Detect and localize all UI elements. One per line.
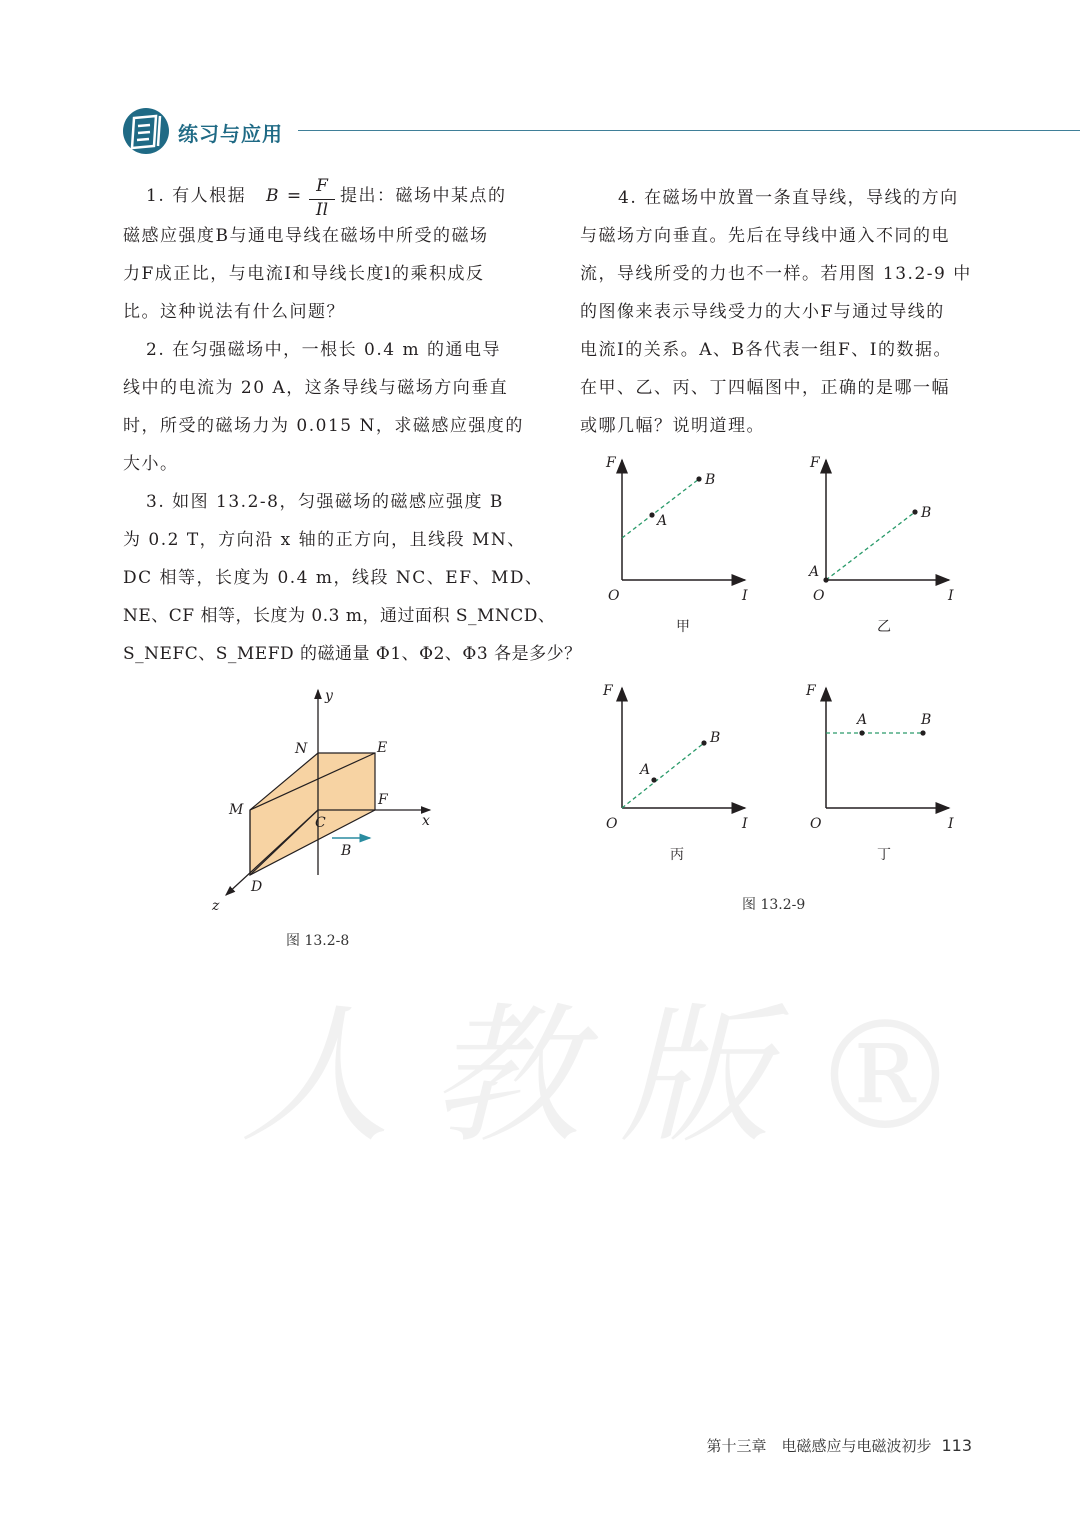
q1-line: 磁感应强度B与通电导线在磁场中所受的磁场 bbox=[123, 226, 489, 246]
q1-formula-denominator: Il bbox=[315, 200, 329, 220]
label-y: y bbox=[325, 688, 333, 704]
axis-label-I: I bbox=[742, 816, 748, 832]
figure-caption: 图 13.2-8 bbox=[286, 933, 350, 949]
graph-name: 乙 bbox=[877, 619, 891, 635]
q4-line: 电流I的关系。A、B各代表一组F、I的数据。 bbox=[580, 340, 952, 360]
label-N: N bbox=[295, 741, 308, 757]
q4-line: 在甲、乙、丙、丁四幅图中，正确的是哪一幅 bbox=[580, 378, 950, 398]
q3-line: DC 相等，长度为 0.4 m，线段 NC、EF、MD、 bbox=[123, 568, 544, 588]
exercise-icon bbox=[122, 106, 172, 156]
graph-bing bbox=[602, 683, 748, 863]
point-label-B: B bbox=[921, 712, 932, 728]
q3-line: NE、CF 相等，长度为 0.3 m，通过面积 S_MNCD、 bbox=[123, 606, 556, 626]
point-label-A: A bbox=[640, 762, 651, 778]
q4-line: 与磁场方向垂直。先后在导线中通入不同的电 bbox=[580, 226, 950, 246]
point-label-A: A bbox=[857, 712, 868, 728]
origin-label: O bbox=[608, 588, 620, 604]
origin-label: O bbox=[810, 816, 822, 832]
axis-label-I: I bbox=[742, 588, 748, 604]
header-rule bbox=[298, 130, 1080, 131]
label-D: D bbox=[251, 879, 263, 895]
q1-formula-numerator: F bbox=[316, 176, 328, 196]
label-E: E bbox=[377, 740, 388, 756]
q2-line: 线中的电流为 20 A，这条导线与磁场方向垂直 bbox=[123, 378, 509, 398]
q1-line: 力F成正比，与电流I和导线长度l的乘积成反 bbox=[123, 264, 485, 284]
q1-line: 比。这种说法有什么问题？ bbox=[123, 302, 345, 322]
figure-13-2-8 bbox=[200, 680, 450, 920]
q2-line: 大小。 bbox=[123, 454, 179, 474]
point-label-A: A bbox=[809, 564, 820, 580]
label-M: M bbox=[229, 802, 244, 818]
q4-line: 4. 在磁场中放置一条直导线，导线的方向 bbox=[618, 188, 959, 208]
graph-ding bbox=[805, 683, 954, 863]
axis-label-F: F bbox=[606, 455, 616, 471]
watermark: 人教版® bbox=[240, 990, 1001, 1164]
graph-name: 丙 bbox=[670, 847, 684, 863]
point-label-B: B bbox=[705, 472, 716, 488]
q1-formula-lhs: B = bbox=[266, 186, 303, 206]
q1-suffix: 提出：磁场中某点的 bbox=[340, 186, 507, 206]
origin-label: O bbox=[813, 588, 825, 604]
figure-caption: 图 13.2-9 bbox=[742, 897, 806, 913]
q4-line: 的图像来表示导线受力的大小F与通过导线的 bbox=[580, 302, 945, 322]
axis-label-F: F bbox=[603, 683, 613, 699]
label-z: z bbox=[212, 898, 220, 914]
label-x: x bbox=[422, 813, 430, 829]
graph-jia bbox=[605, 455, 748, 635]
graph-yi bbox=[807, 455, 954, 635]
q2-line: 2. 在匀强磁场中，一根长 0.4 m 的通电导 bbox=[146, 340, 501, 360]
q4-line: 或哪几幅？说明道理。 bbox=[580, 416, 765, 436]
q3-line: S_NEFC、S_MEFD 的磁通量 Φ1、Φ2、Φ3 各是多少？ bbox=[123, 644, 582, 664]
graph-name: 甲 bbox=[676, 619, 690, 635]
q3-line: 为 0.2 T，方向沿 x 轴的正方向，且线段 MN、 bbox=[123, 530, 526, 550]
q4-line: 流，导线所受的力也不一样。若用图 13.2-9 中 bbox=[580, 264, 972, 284]
axis-label-F: F bbox=[806, 683, 816, 699]
q1-prefix: 1. 有人根据 bbox=[146, 186, 247, 206]
origin-label: O bbox=[606, 816, 618, 832]
page-number: 113 bbox=[941, 1436, 972, 1455]
q3-line: 3. 如图 13.2-8，匀强磁场的磁感应强度 B bbox=[146, 492, 504, 512]
label-F: F bbox=[378, 792, 388, 808]
q2-line: 时，所受的磁场力为 0.015 N，求磁感应强度的 bbox=[123, 416, 524, 436]
label-C: C bbox=[315, 815, 326, 831]
point-label-B: B bbox=[710, 730, 721, 746]
axis-label-F: F bbox=[810, 455, 820, 471]
section-title: 练习与应用 bbox=[178, 122, 283, 146]
point-label-A: A bbox=[657, 513, 668, 529]
axis-label-I: I bbox=[948, 588, 954, 604]
point-label-B: B bbox=[921, 505, 932, 521]
chapter-title: 第十三章 电磁感应与电磁波初步 bbox=[706, 1437, 932, 1455]
figure-13-2-9 bbox=[590, 450, 990, 870]
page-footer bbox=[706, 1435, 972, 1456]
axis-label-I: I bbox=[948, 816, 954, 832]
label-B: B bbox=[341, 843, 352, 859]
graph-name: 丁 bbox=[877, 847, 891, 863]
